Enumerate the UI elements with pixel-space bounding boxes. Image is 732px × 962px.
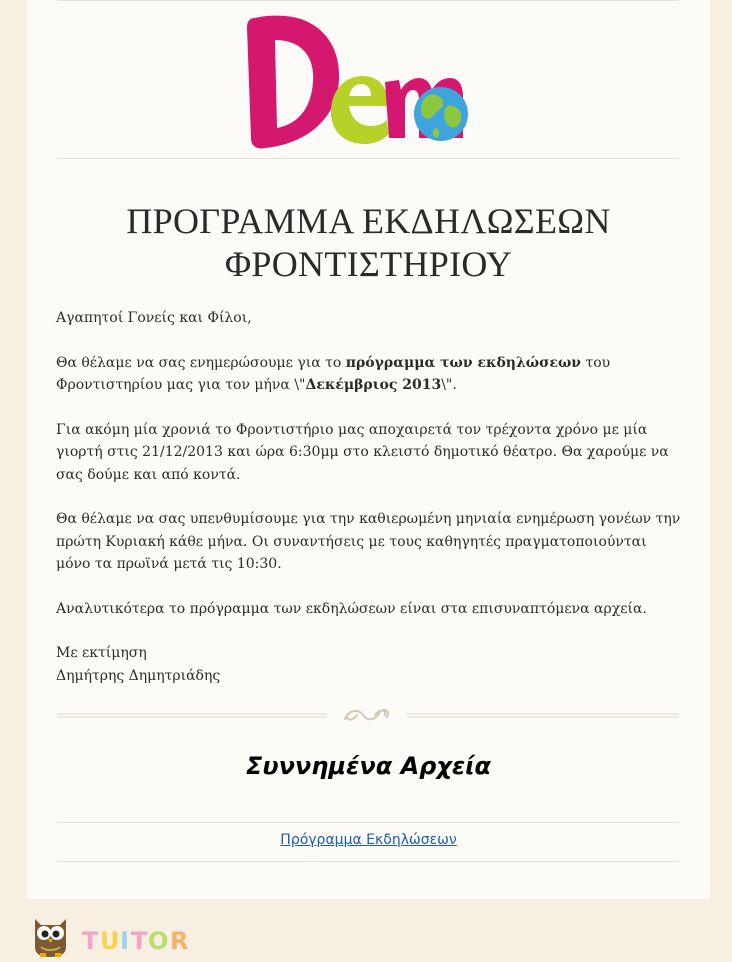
top-rule: [57, 0, 679, 1]
svg-text:T: T: [82, 927, 99, 955]
paragraph-1: [56, 352, 681, 397]
attachment-link-program[interactable]: Πρόγραμμα Εκδηλώσεων: [280, 832, 457, 848]
closing: Με εκτίμηση: [56, 645, 147, 661]
svg-text:R: R: [170, 927, 189, 955]
logo-text: Demo: [245, 10, 248, 11]
attachments-list: [27, 832, 710, 848]
greeting: Αγαπητοί Γονείς και Φίλοι,: [56, 310, 252, 326]
p1-text-start: Θα θέλαμε να σας ενημερώσουμε για το: [56, 354, 346, 371]
attachments-title: Συννημένα Αρχεία: [245, 752, 492, 780]
svg-text:O: O: [148, 927, 169, 955]
message-body: [56, 307, 681, 687]
title-line-1: ΠΡΟΓΡΑΜΜΑ ΕΚΔΗΛΩΣΕΩΝ: [126, 201, 611, 241]
paragraph-2: Για ακόμη μία χρονιά το Φροντιστήριο μας αποχαιρετά τον τρέχοντα χρόνο με μία γιορτή στις 21/12/2013 και ώρα 6:30μμ στο κλειστό δημοτικό θέατρο. Θα χαρούμε να σας δούμε και από κοντά.: [56, 421, 669, 483]
paragraph-4: Αναλυτικότερα το πρόγραμμα των εκδηλώσεων είναι στα επισυναπτόμενα αρχεία.: [56, 600, 647, 617]
ornament-divider: [57, 703, 679, 727]
attachments-top-rule: [57, 822, 679, 823]
svg-text:I: I: [120, 927, 129, 955]
svg-text:U: U: [100, 927, 120, 955]
svg-text:T: T: [131, 927, 148, 955]
email-card: [27, 0, 710, 899]
tuitor-logo: [30, 913, 192, 958]
title-line-2: ΦΡΟΝΤΙΣΤΗΡΙΟΥ: [224, 244, 513, 284]
p1-text-end: \".: [441, 377, 457, 393]
footer-brand-text: TUITOR: [30, 913, 35, 914]
demo-logo: [245, 10, 475, 155]
p1-bold-program: πρόγραμμα των εκδηλώσεων: [345, 354, 581, 371]
header-rule: [57, 158, 679, 159]
page-title: [27, 200, 710, 286]
signature: Δημήτρης Δημητριάδης: [56, 667, 221, 684]
paragraph-3: Θα θέλαμε να σας υπενθυμίσουμε για την καθιερωμένη μηνιαία ενημέρωση γονέων την πρώτη Κυριακή κάθε μήνα. Οι συναντήσεις με τους καθηγητές πραγματοποιούνται μόνο τα πρωϊνά μετά τις 10:30.: [56, 511, 681, 572]
p1-text-mid: του Φροντιστηρίου μας για τον μήνα \": [56, 354, 611, 393]
p1-bold-month: Δεκέμβριος 2013: [305, 377, 442, 393]
attachments-bottom-rule: [57, 861, 679, 862]
